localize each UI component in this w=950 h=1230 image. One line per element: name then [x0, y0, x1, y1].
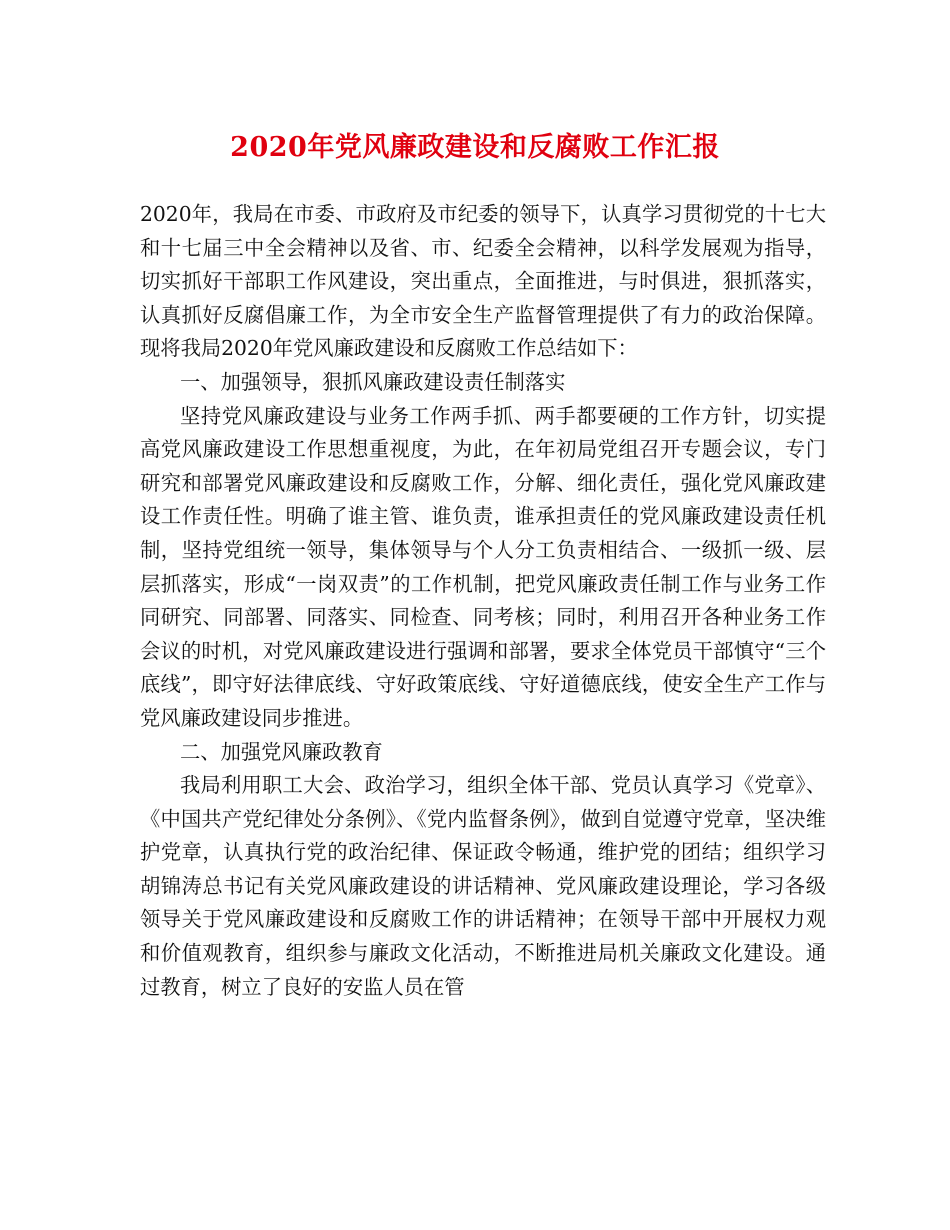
section-1-paragraph: 坚持党风廉政建设与业务工作两手抓、两手都要硬的工作方针，切实提高党风廉政建设工作思想重视度，为此，在年初局党组召开专题会议，专门研究和部署党风廉政建设和反腐败工作，分解、细化责任，强化党风廉政建设工作责任性。明确了谁主管、谁负责，谁承担责任的党风廉政建设责任机制，坚持党组统一领导，集体领导与个人分工负责相结合、一级抓一级、层层抓落实，形成“一岗双责”的工作机制，把党风廉政责任制工作与业务工作同研究、同部署、同落实、同检查、同考核；同时，利用召开各种业务工作会议的时机，对党风廉政建设进行强调和部署，要求全体党员干部慎守“三个底线”，即守好法律底线、守好政策底线、守好道德底线，使安全生产工作与党风廉政建设同步推进。: [140, 403, 826, 730]
section-heading-2: 二、加强党风廉政教育: [180, 739, 383, 764]
intro-paragraph: 2020年，我局在市委、市政府及市纪委的领导下，认真学习贯彻党的十七大和十七届三中全会精神以及省、市、纪委全会精神，以科学发展观为指导，切实抓好干部职工作风建设，突出重点，全面推进，与时俱进，狠抓落实，认真抓好反腐倡廉工作，为全市安全生产监督管理提供了有力的政治保障。现将我局2020年党风廉政建设和反腐败工作总结如下：: [140, 202, 826, 361]
section-2-paragraph: 我局利用职工大会、政治学习，组织全体干部、党员认真学习《党章》、《中国共产党纪律处分条例》、《党内监督条例》，做到自觉遵守党章，坚决维护党章，认真执行党的政治纪律、保证政令畅通，维护党的团结；组织学习胡锦涛总书记有关党风廉政建设的讲话精神、党风廉政建设理论，学习各级领导关于党风廉政建设和反腐败工作的讲话精神；在领导干部中开展权力观和价值观教育，组织参与廉政文化活动，不断推进局机关廉政文化建设。通过教育，树立了良好的安监人员在管: [140, 773, 826, 999]
document-body: [140, 198, 826, 1004]
section-heading-1: 一、加强领导，狠抓风廉政建设责任制落实: [180, 369, 566, 394]
document-title: 2020年党风廉政建设和反腐败工作汇报: [230, 132, 720, 163]
